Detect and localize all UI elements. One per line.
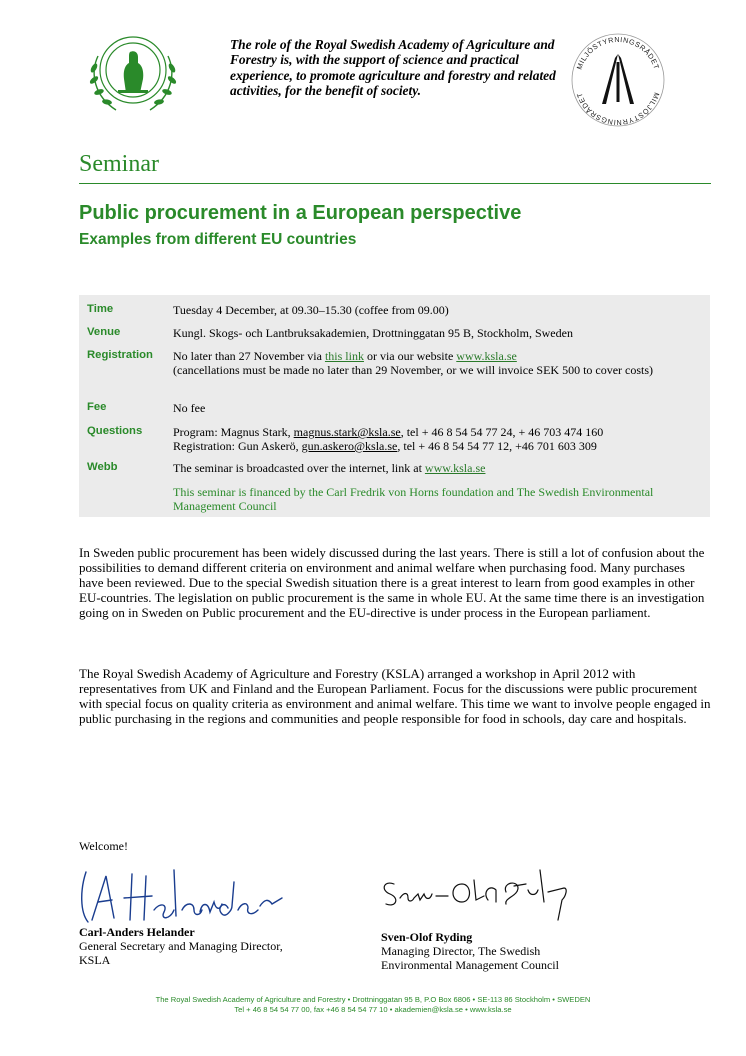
- section-heading: Seminar: [79, 151, 159, 177]
- time-label: Time: [87, 303, 114, 315]
- questions-label: Questions: [87, 425, 143, 437]
- webb-value: [173, 461, 693, 475]
- fee-label: Fee: [87, 401, 107, 413]
- signer-role: General Secretary and Managing Director,: [79, 939, 283, 953]
- webb-link[interactable]: www.ksla.se: [424, 461, 486, 475]
- helander-signature: [78, 860, 292, 926]
- program-contact: Program: Magnus Stark,: [173, 425, 294, 439]
- questions-value: [173, 425, 693, 453]
- seminar-subtitle: Examples from different EU countries: [79, 231, 357, 248]
- ryding-signature: [378, 862, 590, 924]
- seal-text-bottom: MILJÖSTYRNINGSRÅDET: [574, 91, 662, 128]
- body-paragraph-1: In Sweden public procurement has been widely discussed during the last years. There is still a lot of confusion about the possibilities to demand different criteria on environment and animal welfare when purchasing food. Many purchases have been reviewed. Due to the special Swedish situation there is a great interest to learn from good examples in other EU-countries. The legislation on public procurement is the same in whole EU. At the same time there is an investigation going on in Sweden on Public procurement and the EU-directive is under process in the European parliament.: [79, 545, 705, 620]
- signer-helander: [79, 925, 283, 967]
- miljostyrningsradet-seal-logo: [566, 30, 670, 130]
- webb-text: The seminar is broadcasted over the internet, link at: [173, 461, 425, 475]
- signer-org: Environmental Management Council: [381, 958, 559, 972]
- registration-label: Registration: [87, 349, 153, 361]
- signer-name: Carl-Anders Helander: [79, 925, 195, 939]
- seal-text-top: MILJÖSTYRNINGSRÅDET: [574, 34, 662, 71]
- signer-org: KSLA: [79, 953, 111, 967]
- program-email-link[interactable]: magnus.stark@ksla.se: [293, 425, 401, 439]
- info-box: [79, 295, 710, 517]
- time-value: Tuesday 4 December, at 09.30–15.30 (coffee from 09.00): [173, 303, 449, 317]
- registration-contact: Registration: Gun Askerö,: [173, 439, 302, 453]
- body-paragraph-2: The Royal Swedish Academy of Agriculture and Forestry (KSLA) arranged a workshop in April 2012 with representatives from UK and Finland and the European Parliament. Focus for the discussions were public procurement with special focus on quality criteria as environment and animal welfare. This time we want to involve people engaged in public purchasing in the regions and communities and people responsible for food in schools, day care and hospitals.: [79, 666, 711, 726]
- fee-value: No fee: [173, 401, 206, 415]
- venue-value: Kungl. Skogs- och Lantbruksakademien, Drottninggatan 95 B, Stockholm, Sweden: [173, 326, 573, 340]
- registration-phone: , tel + 46 8 54 54 77 12, +46 701 603 309: [397, 439, 597, 453]
- registration-link[interactable]: this link: [324, 349, 364, 363]
- venue-label: Venue: [87, 326, 121, 338]
- website-link[interactable]: www.ksla.se: [456, 349, 517, 363]
- signer-role: Managing Director, The Swedish: [381, 944, 541, 958]
- seminar-title: Public procurement in a European perspective: [79, 202, 522, 224]
- cancellation-note: (cancellations must be made no later than 29 November, or we will invoice SEK 500 to cover costs): [173, 363, 654, 377]
- financed-note: This seminar is financed by the Carl Fredrik von Horns foundation and The Swedish Environmental Management Council: [173, 485, 654, 513]
- registration-text: No later than 27 November via: [173, 349, 325, 363]
- webb-label: Webb: [87, 461, 118, 473]
- footer-contact: Tel + 46 8 54 54 77 00, fax +46 8 54 54 77 10 • akademien@ksla.se • www.ksla.se: [234, 1004, 512, 1014]
- registration-text-mid: or via our website: [363, 349, 457, 363]
- program-phone: , tel + 46 8 54 54 77 24, + 46 703 474 160: [400, 425, 604, 439]
- registration-value: [173, 349, 693, 377]
- page-footer: [0, 995, 746, 1014]
- signer-name: Sven-Olof Ryding: [381, 930, 473, 944]
- section-rule: [79, 183, 711, 184]
- academy-tagline: The role of the Royal Swedish Academy of Agriculture and Forestry is, with the support of science and practical experience, to promote agriculture and forestry and related activities, for the benefit of society.: [230, 37, 556, 99]
- signer-ryding: [381, 930, 559, 972]
- registration-email-link[interactable]: gun.askero@ksla.se: [301, 439, 398, 453]
- welcome-text: Welcome!: [79, 839, 129, 853]
- footer-address: The Royal Swedish Academy of Agriculture and Forestry • Drottninggatan 95 B, P.O Box 6806 • SE-113 86 Stockholm • SWEDEN: [155, 995, 591, 1004]
- ksla-seal-logo: [82, 28, 184, 120]
